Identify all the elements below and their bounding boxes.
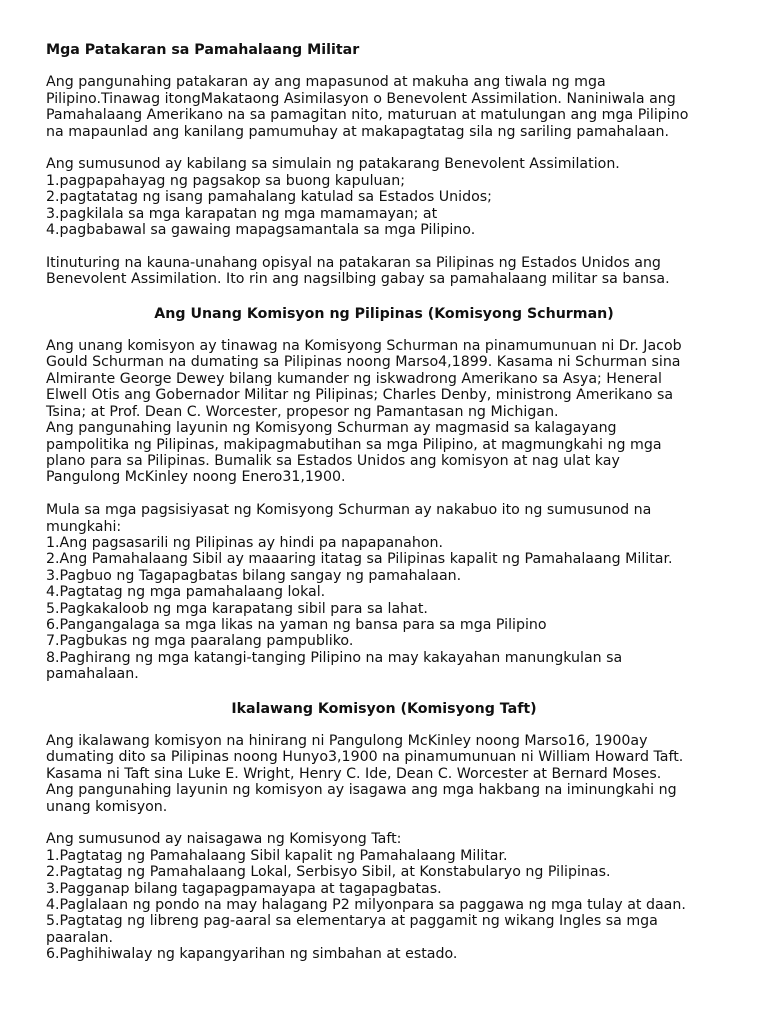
list-item: 3.Pagganap bilang tagapagpamayapa at tagapagbatas. xyxy=(46,880,442,897)
text-line: pampolitika ng Pilipinas, makipagmabutihan sa mga Pilipino, at magmungkahi ng mga xyxy=(46,436,662,453)
list-item: 5.Pagtatag ng libreng pag-aaral sa elementarya at paggamit ng wikang Ingles sa mga xyxy=(46,913,658,930)
list-item: 4.Paglalaan ng pondo na may halagang P2 milyonpara sa paggawa ng mga tulay at daan. xyxy=(46,897,686,914)
list-item: 8.Paghirang ng mga katangi-tanging Pilipino na may kakayahan manungkulan sa xyxy=(46,649,623,666)
list-item: paaralan. xyxy=(46,929,114,946)
text-line: Tsina; at Prof. Dean C. Worcester, propesor ng Pamantasan ng Michigan. xyxy=(46,403,559,420)
benevolent-paragraph xyxy=(46,255,722,288)
principles-section xyxy=(46,156,722,238)
taft-accomplishments xyxy=(46,831,722,962)
text-line: unang komisyon. xyxy=(46,798,168,815)
text-line: mungkahi: xyxy=(46,518,122,535)
page-title: Mga Patakaran sa Pamahalaang Militar xyxy=(46,42,360,58)
list-item: 1.pagpapahayag ng pagsakop sa buong kapuluan; xyxy=(46,172,405,189)
text-line: Benevolent Assimilation. Ito rin ang nagsilbing gabay sa pamahalaang militar sa bansa. xyxy=(46,271,670,288)
list-item: 4.pagbabawal sa gawaing mapagsamantala sa mga Pilipino. xyxy=(46,222,476,239)
text-line: dumating dito sa Pilipinas noong Hunyo3,1900 na pinamumunuan ni William Howard Taft. xyxy=(46,749,684,766)
list-item: 1.Pagtatag ng Pamahalaang Sibil kapalit ng Pamahalaang Militar. xyxy=(46,847,508,864)
text-line: Ang unang komisyon ay tinawag na Komisyong Schurman na pinamumunuan ni Dr. Jacob xyxy=(46,338,682,355)
taft-heading: Ikalawang Komisyon (Komisyong Taft) xyxy=(231,700,537,717)
list-item: 6.Pangangalaga sa mga likas na yaman ng bansa para sa mga Pilipino xyxy=(46,616,547,633)
taft-intro: Ang sumusunod ay naisagawa ng Komisyong Taft: xyxy=(46,831,402,848)
text-line: Pangulong McKinley noong Enero31,1900. xyxy=(46,469,346,486)
list-item: 2.pagtatatag ng isang pamahalang katulad sa Estados Unidos; xyxy=(46,189,492,206)
schurman-heading: Ang Unang Komisyon ng Pilipinas (Komisyong Schurman) xyxy=(154,305,614,322)
text-line: na mapaunlad ang kanilang pamumuhay at makapagtatag sila ng sariling pamahalaan. xyxy=(46,123,670,140)
text-line: Kasama ni Taft sina Luke E. Wright, Henry C. Ide, Dean C. Worcester at Bernard Moses. xyxy=(46,765,662,782)
text-line: Mula sa mga pagsisiyasat ng Komisyong Schurman ay nakabuo ito ng sumusunod na xyxy=(46,502,652,519)
list-item: 7.Pagbukas ng mga paaralang pampubliko. xyxy=(46,633,354,650)
taft-paragraph xyxy=(46,733,722,815)
schurman-paragraph xyxy=(46,338,722,486)
principles-intro: Ang sumusunod ay kabilang sa simulain ng patakarang Benevolent Assimilation. xyxy=(46,156,620,173)
text-line: Pilipino.Tinawag itongMakataong Asimilasyon o Benevolent Assimilation. Naniniwala ang xyxy=(46,90,676,107)
list-item: 5.Pagkakaloob ng mga karapatang sibil para sa lahat. xyxy=(46,600,428,617)
text-line: Gould Schurman na dumating sa Pilipinas noong Marso4,1899. Kasama ni Schurman sina xyxy=(46,354,681,371)
list-item: 2.Ang Pamahalaang Sibil ay maaaring itatag sa Pilipinas kapalit ng Pamahalaang Militar. xyxy=(46,551,673,568)
text-line: Elwell Otis ang Gobernador Militar ng Pilipinas; Charles Denby, ministrong Amerikano sa xyxy=(46,387,674,404)
list-item: 6.Paghihiwalay ng kapangyarihan ng simbahan at estado. xyxy=(46,946,458,963)
text-line: Itinuturing na kauna-unahang opisyal na patakaran sa Pilipinas ng Estados Unidos ang xyxy=(46,254,661,271)
recommendations-list xyxy=(46,535,722,683)
schurman-recommendations xyxy=(46,502,722,682)
text-line: plano para sa Pilipinas. Bumalik sa Estados Unidos ang komisyon at nag ulat kay xyxy=(46,452,620,469)
list-item: pamahalaan. xyxy=(46,666,139,683)
text-line: Ang ikalawang komisyon na hinirang ni Pangulong McKinley noong Marso16, 1900ay xyxy=(46,732,648,749)
list-item: 3.Pagbuo ng Tagapagbatas bilang sangay ng pamahalaan. xyxy=(46,567,462,584)
list-item: 4.Pagtatag ng mga pamahalaang lokal. xyxy=(46,584,326,601)
text-line: Ang pangunahing layunin ng Komisyong Schurman ay magmasid sa kalagayang xyxy=(46,420,617,437)
principles-list xyxy=(46,173,722,239)
list-item: 3.pagkilala sa mga karapatan ng mga mamamayan; at xyxy=(46,205,438,222)
list-item: 1.Ang pagsasarili ng Pilipinas ay hindi pa napapanahon. xyxy=(46,534,444,551)
text-line: Ang pangunahing patakaran ay ang mapasunod at makuha ang tiwala ng mga xyxy=(46,74,606,91)
text-line: Almirante George Dewey bilang kumander ng iskwadrong Amerikano sa Asya; Heneral xyxy=(46,370,662,387)
text-line: Pamahalaang Amerikano na sa pamagitan nito, maturuan at matulungan ang mga Pilipino xyxy=(46,107,689,124)
text-line: Ang pangunahing layunin ng komisyon ay isagawa ang mga hakbang na iminungkahi ng xyxy=(46,782,677,799)
intro-paragraph xyxy=(46,74,722,140)
accomplishments-list xyxy=(46,848,722,963)
list-item: 2.Pagtatag ng Pamahalaang Lokal, Serbisyo Sibil, at Konstabularyo ng Pilipinas. xyxy=(46,864,611,881)
